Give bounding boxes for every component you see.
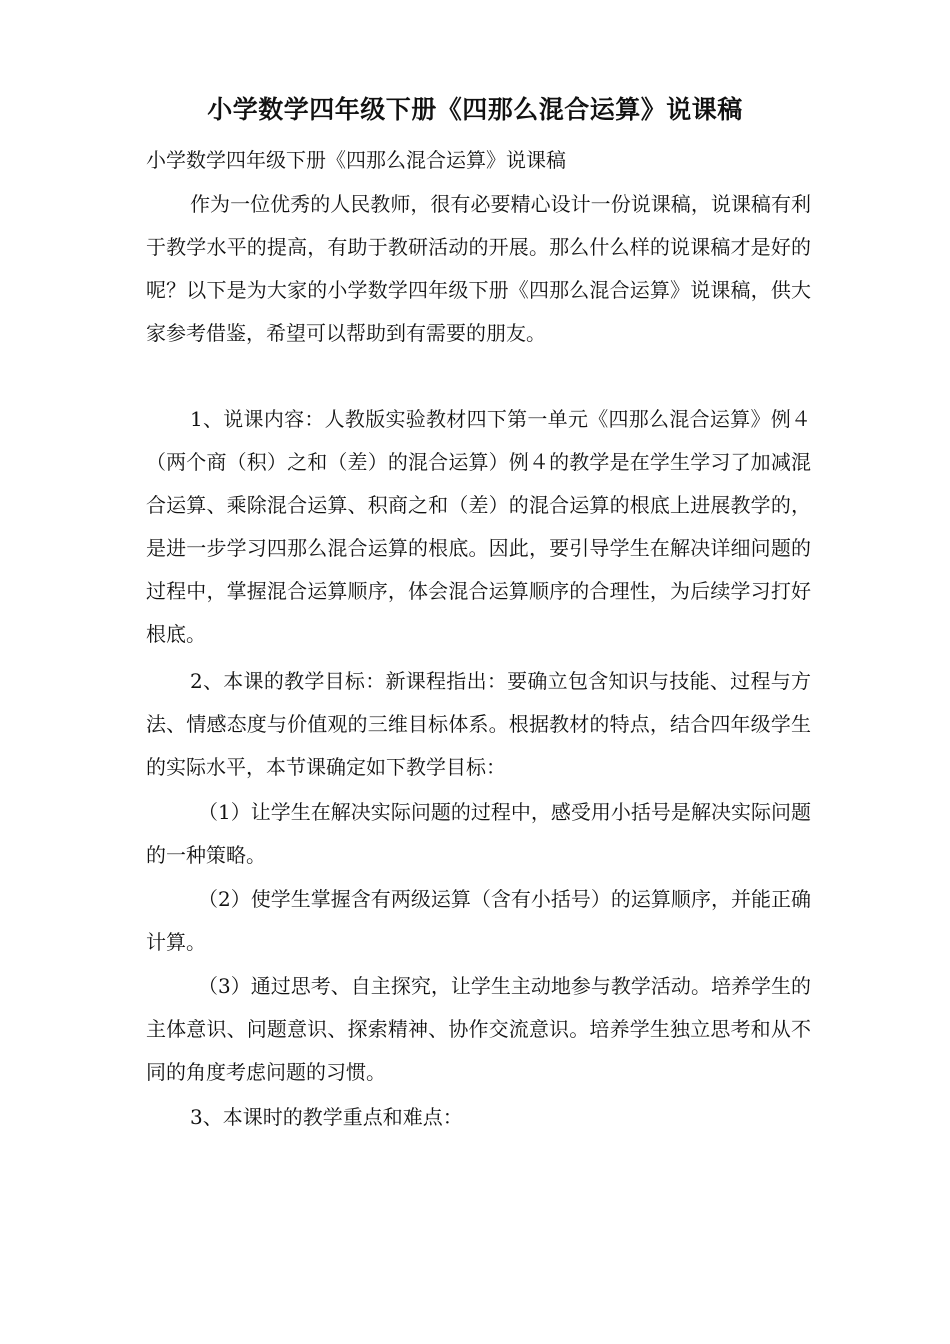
document-subtitle: 小学数学四年级下册《四那么混合运算》说课稿 <box>146 148 566 172</box>
goal-3-paragraph: （3）通过思考、自主探究，让学生主动地参与教学活动。培养学生的主体意识、问题意识、探索精神、协作交流意识。培养学生独立思考和从不同的角度考虑问题的习惯。 <box>146 974 811 1084</box>
intro-paragraph: 作为一位优秀的人民教师，很有必要精心设计一份说课稿，说课稿有利于教学水平的提高，有助于教研活动的开展。那么什么样的说课稿才是好的呢？以下是为大家的小学数学四年级下册《四那么混合运算》说课稿，供大家参考借鉴，希望可以帮助到有需要的朋友。 <box>146 192 811 345</box>
section-3-paragraph: 3、本课时的教学重点和难点： <box>190 1105 463 1129</box>
section-2-paragraph: 2、本课的教学目标：新课程指出：要确立包含知识与技能、过程与方法、情感态度与价值观的三维目标体系。根据教材的特点，结合四年级学生的实际水平，本节课确定如下教学目标： <box>146 669 811 779</box>
section-1-paragraph: 1、说课内容：人教版实验教材四下第一单元《四那么混合运算》例４（两个商（积）之和（差）的混合运算）例４的教学是在学生学习了加减混合运算、乘除混合运算、积商之和（差）的混合运算的根底上进展教学的，是进一步学习四那么混合运算的根底。因此，要引导学生在解决详细问题的过程中，掌握混合运算顺序，体会混合运算顺序的合理性，为后续学习打好根底。 <box>146 407 811 646</box>
document-title: 小学数学四年级下册《四那么混合运算》说课稿 <box>207 95 743 124</box>
goal-1-paragraph: （1）让学生在解决实际问题的过程中，感受用小括号是解决实际问题的一种策略。 <box>146 800 811 867</box>
goal-2-paragraph: （2）使学生掌握含有两级运算（含有小括号）的运算顺序，并能正确计算。 <box>146 887 811 954</box>
